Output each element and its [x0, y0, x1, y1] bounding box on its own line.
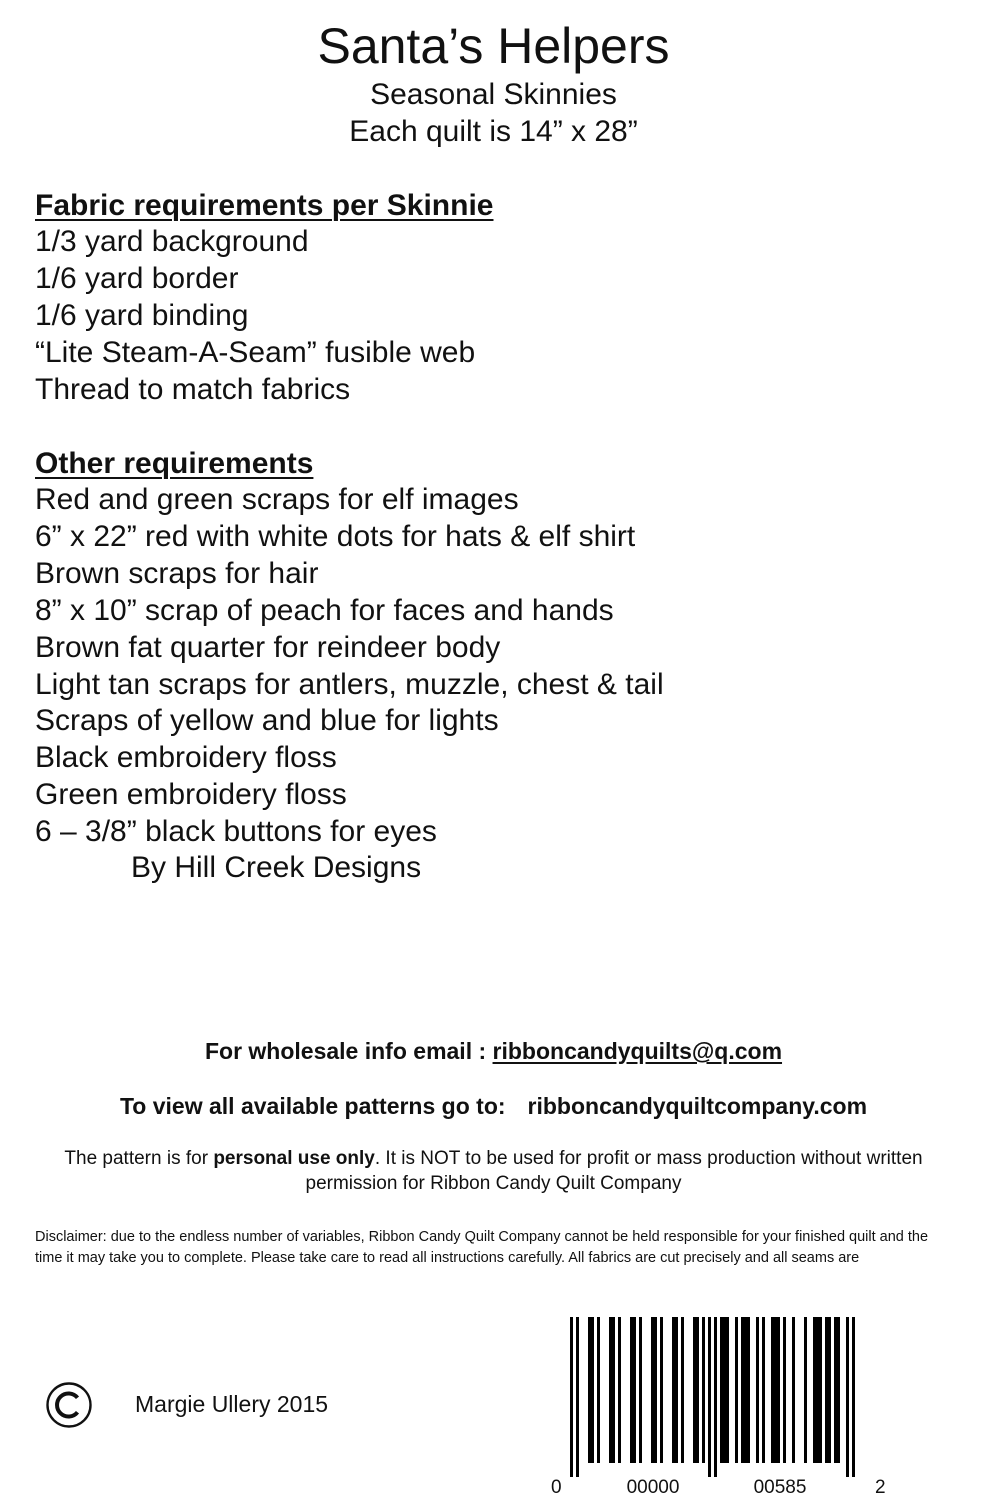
document-subtitle: Seasonal Skinnies	[370, 78, 617, 111]
barcode-bar	[735, 1317, 738, 1463]
barcode-bar	[681, 1317, 684, 1463]
barcode-bar	[741, 1317, 750, 1463]
other-requirement-item: Green embroidery floss	[35, 778, 347, 812]
barcode-bar	[813, 1317, 822, 1463]
barcode-bar	[756, 1317, 759, 1463]
quilt-size-note: Each quilt is 14” x 28”	[349, 115, 638, 148]
other-requirement-item: Red and green scraps for elf images	[35, 483, 519, 516]
fabric-requirements-heading: Fabric requirements per Skinnie	[35, 189, 494, 222]
fabric-requirements-list	[35, 224, 475, 409]
barcode-bar	[792, 1317, 795, 1463]
other-requirement-item: Black embroidery floss	[35, 741, 337, 775]
fabric-requirement-item: Thread to match fabrics	[35, 372, 351, 406]
barcode-bar	[771, 1317, 780, 1463]
other-requirement-item: 8” x 10” scrap of peach for faces and hands	[35, 593, 614, 627]
wholesale-label: For wholesale info email :	[204, 1038, 487, 1064]
barcode-bar	[588, 1317, 594, 1463]
barcode-group-1: 00000	[626, 1477, 680, 1498]
barcode-right-digit: 2	[875, 1477, 886, 1498]
barcode-bar	[618, 1317, 621, 1463]
barcode	[546, 1313, 886, 1500]
copyright-icon	[45, 1381, 93, 1429]
barcode-bar	[672, 1317, 678, 1463]
barcode-bar	[804, 1317, 807, 1463]
barcode-bar	[825, 1317, 831, 1463]
barcode-bar	[660, 1317, 663, 1463]
other-requirement-item: 6” x 22” red with white dots for hats & elf shirt	[35, 519, 636, 553]
usage-notice-emphasis: personal use only	[213, 1148, 375, 1169]
other-requirement-item: Brown scraps for hair	[35, 556, 319, 590]
barcode-bar	[570, 1317, 573, 1477]
barcode-group-2: 00585	[753, 1477, 807, 1498]
barcode-left-digit: 0	[551, 1477, 562, 1498]
barcode-bar	[714, 1317, 717, 1477]
barcode-bar	[708, 1317, 711, 1477]
wholesale-info-line	[0, 1036, 987, 1066]
other-requirement-item: Scraps of yellow and blue for lights	[35, 704, 499, 738]
fabric-requirement-item: 1/6 yard border	[35, 261, 239, 295]
barcode-bar	[852, 1317, 855, 1477]
document-title: Santa’s Helpers	[317, 18, 670, 74]
copyright-author: Margie Ullery 2015	[135, 1391, 329, 1417]
other-requirements-heading: Other requirements	[35, 447, 314, 480]
other-requirement-item: Brown fat quarter for reindeer body	[35, 630, 501, 664]
fabric-requirement-item: 1/6 yard binding	[35, 298, 249, 332]
usage-notice	[30, 1146, 957, 1196]
other-requirement-item: Light tan scraps for antlers, muzzle, chest & tail	[35, 667, 664, 701]
patterns-info-line	[0, 1091, 987, 1121]
patterns-website-link[interactable]: ribboncandyquiltcompany.com	[527, 1093, 868, 1119]
barcode-bar	[693, 1317, 699, 1463]
designer-byline: By Hill Creek Designs	[131, 851, 422, 884]
usage-notice-text-start: The pattern is for	[64, 1148, 214, 1169]
usage-notice-text-end: . It is NOT to be used for profit or mass production without written permission for Ribbon Candy Quilt Company	[305, 1148, 923, 1194]
other-requirement-item: 6 – 3/8” black buttons for eyes	[35, 815, 437, 849]
barcode-bar	[576, 1317, 579, 1477]
barcode-bar	[597, 1317, 600, 1463]
barcode-bar	[720, 1317, 729, 1463]
barcode-bar	[846, 1317, 849, 1477]
barcode-bar	[630, 1317, 636, 1463]
barcode-bar	[834, 1317, 840, 1463]
patterns-label: To view all available patterns go to:	[119, 1093, 506, 1119]
barcode-bar	[651, 1317, 657, 1463]
barcode-bar	[762, 1317, 765, 1463]
barcode-bar	[783, 1317, 786, 1463]
fabric-requirement-item: “Lite Steam-A-Seam” fusible web	[35, 335, 476, 369]
wholesale-email-link[interactable]: ribboncandyquilts@q.com	[492, 1038, 783, 1064]
barcode-bar	[639, 1317, 642, 1463]
fabric-requirement-item: 1/3 yard background	[35, 225, 309, 258]
barcode-bar	[609, 1317, 615, 1463]
barcode-bar	[702, 1317, 705, 1463]
disclaimer-text: Disclaimer: due to the endless number of variables, Ribbon Candy Quilt Company cannot be held responsible for your finished quilt and the time it may take you to complete. Please take care to read all instructions carefully. All fabrics are cut precisely and all seams are	[35, 1229, 929, 1266]
other-requirements-list	[35, 482, 664, 851]
